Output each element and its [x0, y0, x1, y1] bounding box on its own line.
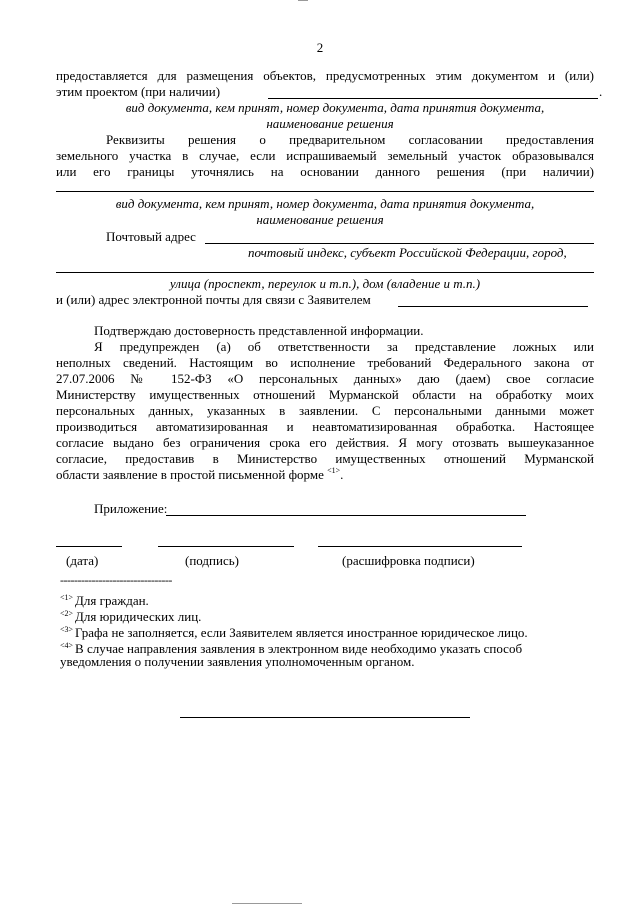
consent-line-9: [56, 467, 343, 482]
closing-rule: [180, 717, 470, 718]
date-field-line[interactable]: [56, 546, 122, 547]
footnote-3-text: Графа не заполняется, если Заявителем является иностранное юридическое лицо.: [75, 625, 528, 640]
email-field-line[interactable]: [398, 306, 588, 307]
consent-end: .: [340, 467, 344, 482]
footnote-2-text: Для юридических лиц.: [75, 609, 202, 624]
intro-line-2-text: этим проектом (при наличии): [56, 84, 221, 99]
email-label: и (или) адрес электронной почты для связи с Заявителем: [56, 292, 371, 307]
footnote-1-text: Для граждан.: [75, 593, 149, 608]
requisites-line-1: Реквизиты решения о предварительном согласовании предоставления: [106, 132, 594, 147]
footnote-4-marker: <4>: [60, 641, 74, 650]
footnote-4-continuation: уведомления о получении заявления уполномоченным органом.: [60, 654, 415, 669]
requisites-hint-1: вид документа, кем принят, номер документа, дата принятия документа,: [115, 196, 535, 211]
scan-artifact-bottom: [232, 903, 302, 904]
intro-line-2: [56, 84, 220, 99]
intro-line-1: предоставляется для размещения объектов, предусмотренных этим документом и (или): [56, 68, 594, 83]
consent-line-8: согласие, предоставив в Министерство имущественных отношений Мурманской: [56, 451, 594, 466]
footnote-ref-1: <1>: [327, 466, 341, 475]
consent-line-1: Я предупрежден (а) об ответственности за представление ложных или: [94, 339, 594, 354]
signature-decode-label: (расшифровка подписи): [342, 553, 475, 568]
consent-line-6: производиться автоматизированная и неавтоматизированная обработка. Настоящее: [56, 419, 594, 434]
requisites-line-2: земельного участка в случае, если испрашиваемый земельный участок образовывался: [56, 148, 594, 163]
intro-document-field-line[interactable]: [268, 98, 598, 99]
postal-hint-1: почтовый индекс, субъект Российской Федерации, город,: [248, 245, 567, 260]
consent-line-2: неполных сведений. Настоящим во исполнение требований Федерального закона от: [56, 355, 594, 370]
postal-address-field-line[interactable]: [205, 243, 594, 244]
signature-decode-field-line[interactable]: [318, 546, 522, 547]
consent-line-3: 27.07.2006 № 152-ФЗ «О персональных данных» даю (даем) свое согласие: [56, 371, 594, 386]
signature-label: (подпись): [185, 553, 239, 568]
intro-hint-2: наименование решения: [266, 116, 394, 131]
consent-line-5: персональных данных, указанных в заявлении. С персональными данными может: [56, 403, 594, 418]
footnote-3-marker: <3>: [60, 625, 74, 634]
postal-hint-2: улица (проспект, переулок и т.п.), дом (владение и т.п.): [169, 276, 481, 291]
footnote-1-marker: <1>: [60, 593, 74, 602]
scan-artifact-top: [298, 0, 308, 1]
requisites-field-line[interactable]: [56, 191, 594, 192]
postal-label: Почтовый адрес: [106, 229, 196, 244]
consent-line-9-text: области заявление в простой письменной форме: [56, 467, 324, 482]
signature-field-line[interactable]: [158, 546, 294, 547]
attachment-label: Приложение:: [94, 501, 168, 516]
footnote-4-text: В случае направления заявления в электронном виде необходимо указать способ: [75, 641, 523, 656]
postal-address-field-line-2[interactable]: [56, 272, 594, 273]
intro-hint-1: вид документа, кем принят, номер документа, дата принятия документа,: [125, 100, 545, 115]
footnote-separator: --------------------------------: [60, 573, 172, 587]
attachment-field-line[interactable]: [166, 515, 526, 516]
intro-line-2-end: .: [599, 84, 603, 99]
footnote-2-marker: <2>: [60, 609, 74, 618]
consent-line-4: Министерству имущественных отношений Мурманской области на обработку моих: [56, 387, 594, 402]
consent-line-7: согласие выдано без ограничения срока его действия. Я могу отозвать вышеуказанное: [56, 435, 594, 450]
page-number: 2: [316, 40, 324, 55]
consent-confirm: Подтверждаю достоверность представленной информации.: [94, 323, 424, 338]
requisites-hint-2: наименование решения: [256, 212, 384, 227]
date-label: (дата): [66, 553, 99, 568]
requisites-line-3: или его границы уточнялись на основании данного решения (при наличии): [56, 164, 594, 179]
